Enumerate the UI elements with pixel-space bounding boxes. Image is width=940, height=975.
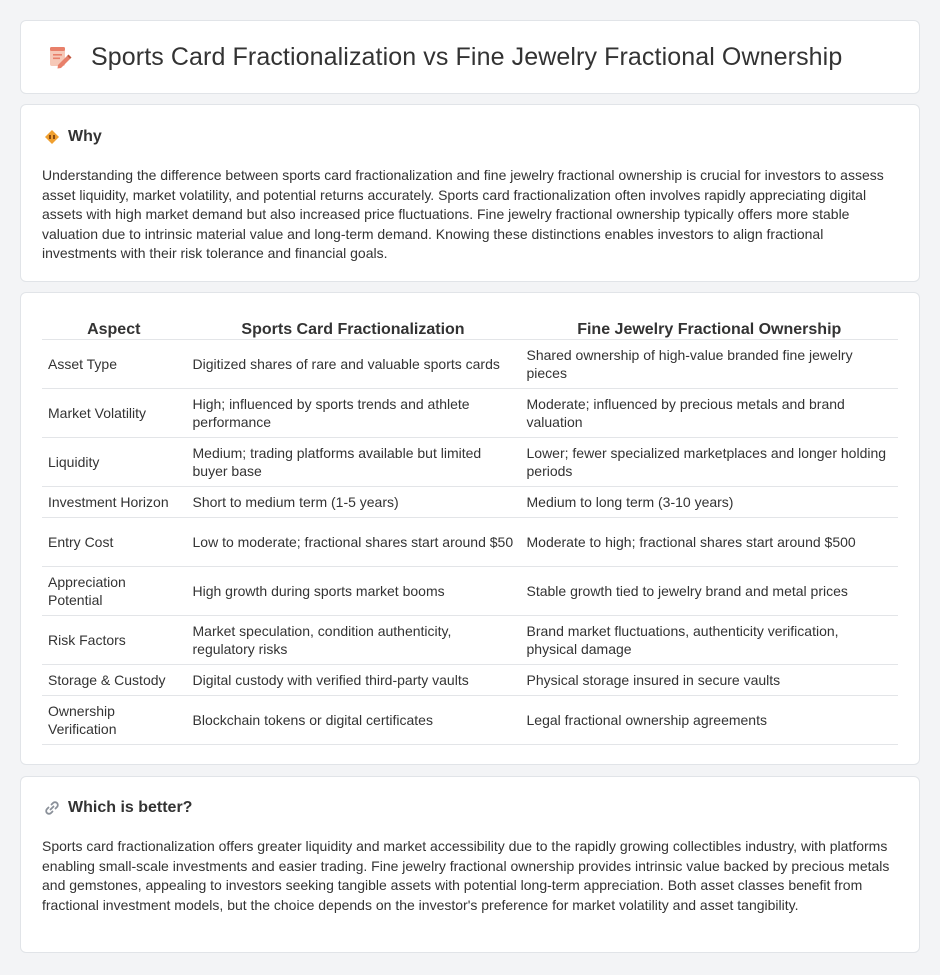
aspect-cell: Ownership Verification: [42, 695, 186, 744]
aspect-cell: Risk Factors: [42, 615, 186, 664]
why-header: [42, 127, 898, 147]
sports-card-cell: Digital custody with verified third-party vaults: [186, 664, 520, 695]
aspect-cell: Appreciation Potential: [42, 566, 186, 615]
table-header-row: [42, 315, 898, 339]
table-row: [42, 615, 898, 664]
fine-jewelry-cell: Shared ownership of high-value branded fine jewelry pieces: [520, 339, 898, 388]
fine-jewelry-cell: Medium to long term (3-10 years): [520, 486, 898, 517]
header-aspect: Aspect: [42, 315, 186, 339]
better-header: [42, 798, 898, 818]
why-text: Understanding the difference between sports card fractionalization and fine jewelry fractional ownership is crucial for investors to assess asset liquidity, market volatility, and potential returns accurately. Sports card fractionalization often involves rapidly appreciating digital assets with high market demand but also increased price fluctuations. Fine jewelry fractional ownership typically offers more stable valuation due to intrinsic material value and long-term demand. Knowing these distinctions enables investors to align fractional investments with their risk tolerance and financial goals.: [42, 167, 884, 262]
fine-jewelry-cell: Stable growth tied to jewelry brand and metal prices: [520, 566, 898, 615]
aspect-cell: Storage & Custody: [42, 664, 186, 695]
sports-card-cell: Medium; trading platforms available but limited buyer base: [186, 437, 520, 486]
table-row: [42, 486, 898, 517]
table-row: [42, 517, 898, 566]
aspect-cell: Asset Type: [42, 339, 186, 388]
table-row: [42, 695, 898, 744]
sports-card-cell: Blockchain tokens or digital certificates: [186, 695, 520, 744]
why-heading: Why: [68, 128, 102, 145]
sports-card-cell: High; influenced by sports trends and athlete performance: [186, 388, 520, 437]
better-text: Sports card fractionalization offers greater liquidity and market accessibility due to the rapidly growing collectibles industry, with platforms enabling small-scale investments and easier trading. Fine jewelry fractional ownership provides intrinsic value backed by precious metals and gemstones, appealing to investors seeking tangible assets with potential long-term appreciation. Both asset classes benefit from fractional investment models, but the choice depends on the investor's preference for market volatility and asset tangibility.: [42, 838, 890, 913]
better-heading: Which is better?: [68, 799, 193, 816]
aspect-cell: Entry Cost: [42, 517, 186, 566]
title-card: [20, 20, 920, 94]
why-section: [20, 104, 920, 282]
header-fine-jewelry: Fine Jewelry Fractional Ownership: [520, 315, 898, 339]
header-sports-card: Sports Card Fractionalization: [186, 315, 520, 339]
document-pen-icon: [45, 43, 73, 71]
link-icon: [44, 800, 60, 816]
comparison-table: [42, 315, 898, 745]
sports-card-cell: Short to medium term (1-5 years): [186, 486, 520, 517]
fine-jewelry-cell: Legal fractional ownership agreements: [520, 695, 898, 744]
aspect-cell: Market Volatility: [42, 388, 186, 437]
aspect-cell: Investment Horizon: [42, 486, 186, 517]
sports-card-cell: Market speculation, condition authenticity, regulatory risks: [186, 615, 520, 664]
aspect-cell: Liquidity: [42, 437, 186, 486]
fine-jewelry-cell: Moderate to high; fractional shares start around $500: [520, 517, 898, 566]
table-row: [42, 437, 898, 486]
table-row: [42, 566, 898, 615]
sports-card-cell: Digitized shares of rare and valuable sports cards: [186, 339, 520, 388]
page-title: Sports Card Fractionalization vs Fine Jewelry Fractional Ownership: [91, 42, 843, 71]
comparison-section: [20, 292, 920, 765]
which-is-better-section: [20, 776, 920, 953]
fine-jewelry-cell: Lower; fewer specialized marketplaces and longer holding periods: [520, 437, 898, 486]
table-row: [42, 664, 898, 695]
diamond-warning-icon: [44, 129, 60, 145]
table-row: [42, 388, 898, 437]
sports-card-cell: Low to moderate; fractional shares start around $50: [186, 517, 520, 566]
fine-jewelry-cell: Moderate; influenced by precious metals and brand valuation: [520, 388, 898, 437]
sports-card-cell: High growth during sports market booms: [186, 566, 520, 615]
fine-jewelry-cell: Physical storage insured in secure vaults: [520, 664, 898, 695]
fine-jewelry-cell: Brand market fluctuations, authenticity verification, physical damage: [520, 615, 898, 664]
table-row: [42, 339, 898, 388]
